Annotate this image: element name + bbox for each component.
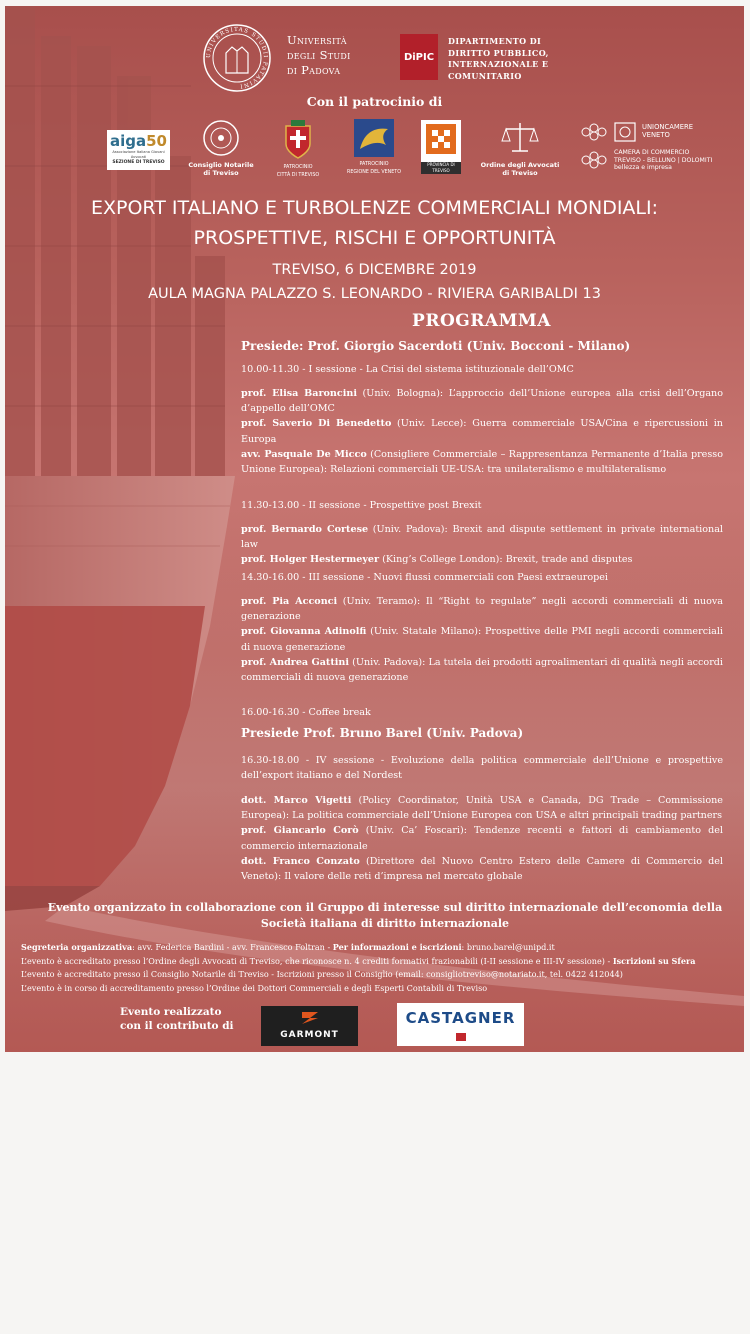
coffee-break: 16.00-16.30 - Coffee break <box>241 707 371 718</box>
event-date: TREVISO, 6 DICEMBRE 2019 <box>272 262 477 278</box>
chair-2: Presiede Prof. Bruno Barel (Univ. Padova) <box>241 726 524 740</box>
provincia-emblem-icon <box>422 120 460 158</box>
talk-item: prof. Giovanna Adinolfi (Univ. Statale Milano): Prospettive delle PMI negli accordi commerciali di nuova generazione <box>241 626 723 653</box>
talk-item: prof. Pia Acconci (Univ. Teramo): Il “Right to regulate” negli accordi commerciali di nuova generazione <box>241 596 723 623</box>
university-seal-logo <box>202 23 272 93</box>
event-poster <box>5 6 744 1052</box>
programma-heading: PROGRAMMA <box>412 311 551 331</box>
talk-item: dott. Marco Vigetti (Policy Coordinator, Unità USA e Canada, DG Trade – Commissione Europea): La politica commerciale dell’Unione Europea con USA e altri principali trading partners <box>241 795 723 822</box>
castagner-crest-icon <box>455 1032 467 1042</box>
talk-item: avv. Pasquale De Micco (Consigliere Commerciale – Rappresentanza Permanente d’Italia presso Unione Europea): Relazioni commerciali UE-USA: tra unilateralismo e multilateralismo <box>241 448 723 476</box>
department-name: DIPARTIMENTO DI DIRITTO PUBBLICO, INTERNAZIONALE E COMUNITARIO <box>448 36 549 81</box>
session-4-talks <box>241 793 723 884</box>
unioncamere-square-icon <box>614 122 636 142</box>
aiga-logo: aiga50 Associazione Italiana Giovani Avvocati SEZIONE DI TREVISO <box>107 130 170 170</box>
talk-item: prof. Elisa Baroncini (Univ. Bologna): L’approccio dell’Unione europea alla crisi dell’Organo d’appello dell’OMC <box>241 388 724 415</box>
unioncamere-logo: UNIONCAMERE VENETO <box>580 122 730 144</box>
notarile-seal-icon <box>202 119 240 157</box>
camera-commercio-logo: CAMERA DI COMMERCIO TREVISO - BELLUNO | DOLOMITI bellezza e impresa <box>580 148 740 176</box>
session-1-title: 10.00-11.30 - I sessione - La Crisi del sistema istituzionale dell’OMC <box>241 364 574 375</box>
garmont-logo: GARMONT <box>261 1006 358 1046</box>
session-2-title: 11.30-13.00 - II sessione - Prospettive post Brexit <box>241 500 482 511</box>
session-3-talks <box>241 594 723 685</box>
lion-of-st-mark-icon <box>354 119 394 157</box>
session-2-talks <box>241 522 723 568</box>
castagner-logo: CASTAGNER <box>397 1003 524 1046</box>
event-venue: AULA MAGNA PALAZZO S. LEONARDO - RIVIERA GARIBALDI 13 <box>148 286 601 302</box>
garmont-mark-icon <box>300 1010 320 1026</box>
contact-email: : bruno.barel@unipd.it <box>461 942 555 952</box>
collaboration-note: Evento organizzato in collaborazione con il Gruppo di interesse sul diritto internazionale dell’economia della Società italiana di diritto internazionale <box>47 901 723 930</box>
event-title: EXPORT ITALIANO E TURBOLENZE COMMERCIALI MONDIALI: PROSPETTIVE, RISCHI E OPPORTUNITÀ <box>90 197 659 249</box>
secretariat-info: Segreteria organizzativa: avv. Federica Bardini - avv. Francesco Foltran - Per informazioni e iscrizioni: bruno.barel@unipd.it L’evento è accreditato presso l’Ordine degli Avvocati di Treviso, che riconosce n. 4 crediti formativi frazionabili (I-II sessione e III-IV sessione) - Iscrizioni su Sfera L’evento è accreditato presso il Consiglio Notarile di Treviso - Iscrizioni presso il Consiglio (email: consigliotreviso@notariato.it, tel. 0422 412044) L’evento è in corso di accreditamento presso l’Ordine dei Dottori Commerciali e degli Esperti Contabili di Treviso <box>21 942 696 993</box>
sponsor-note: Evento realizzato con il contributo di <box>120 1006 234 1032</box>
session-1-talks <box>241 386 723 477</box>
talk-item: prof. Andrea Gattini (Univ. Padova): La tutela dei prodotti agroalimentari di qualità negli accordi commerciali di nuova generazione <box>241 656 723 684</box>
university-name: Università degli Studi di Padova <box>287 33 351 77</box>
unioncamere-pattern-icon <box>580 122 608 142</box>
session-3-title: 14.30-16.00 - III sessione - Nuovi flussi commerciali con Paesi extraeuropei <box>241 572 608 583</box>
treviso-crest-icon <box>283 120 313 160</box>
ordine-avvocati-logo: Ordine degli Avvocati di Treviso <box>476 119 564 177</box>
chair-1: Presiede: Prof. Giorgio Sacerdoti (Univ. Bocconi - Milano) <box>241 339 631 353</box>
scales-of-justice-icon <box>498 119 542 157</box>
consiglio-notarile-logo: Consiglio Notarile di Treviso <box>185 119 257 177</box>
regione-veneto-logo: PATROCINIO REGIONE DEL VENETO <box>342 119 406 177</box>
talk-item: prof. Saverio Di Benedetto (Univ. Lecce): Guerra commerciale USA/Cina e ripercussioni in Europa <box>241 418 723 445</box>
patronage-title: Con il patrocinio di <box>306 94 443 109</box>
talk-item: dott. Franco Conzato (Direttore del Nuovo Centro Estero delle Camere di Commercio del Veneto): Il valore delle reti d’impresa nel mercato globale <box>241 855 723 883</box>
talk-item: prof. Giancarlo Corò (Univ. Ca’ Foscari): Tendenze recenti e fattori di cambiamento del commercio internazionale <box>241 825 723 852</box>
citta-treviso-logo: PATROCINIO CITTÀ DI TREVISO <box>269 120 327 180</box>
dipic-logo: DiPIC <box>400 34 438 80</box>
svg-text:UNIVERSITAS STUDII PATAVINI: UNIVERSITAS STUDII PATAVINI <box>205 26 269 89</box>
talk-item: prof. Bernardo Cortese (Univ. Padova): Brexit and dispute settlement in private international law <box>241 524 723 551</box>
talk-item: prof. Holger Hestermeyer (King’s College London): Brexit, trade and disputes <box>241 554 633 566</box>
session-4-title: 16.30-18.00 - IV sessione - Evoluzione della politica commerciale dell’Unione e prospettive dell’export italiano e del Nordest <box>241 755 723 782</box>
provincia-treviso-logo: PROVINCIA DI TREVISO <box>421 120 461 172</box>
camera-commercio-pattern-icon <box>580 150 608 170</box>
